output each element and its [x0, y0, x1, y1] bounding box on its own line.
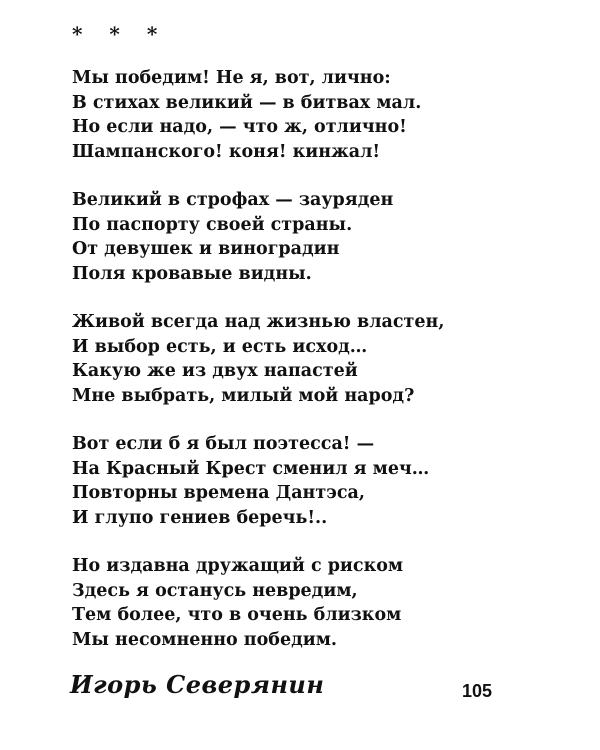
poem-line: Великий в строфах — зауряден	[72, 190, 394, 210]
poem-line: Но если надо, — что ж, отлично!	[72, 117, 407, 137]
author-signature: Игорь Северянин	[70, 670, 325, 699]
stanza-2	[72, 188, 542, 286]
stanza-4	[72, 432, 542, 530]
poem-line: Здесь я останусь невредим,	[72, 580, 358, 601]
poem-line: Какую же из двух напастей	[72, 361, 358, 381]
poem-line: В стихах великий — в битвах мал.	[72, 92, 422, 113]
poem-line: Вот если б я был поэтесса! —	[72, 434, 375, 454]
poem-line: Живой всегда над жизнью властен,	[72, 312, 445, 332]
poem-line: И выбор есть, и есть исход…	[72, 336, 368, 357]
poem	[72, 66, 542, 676]
poem-line: Поля кровавые видны.	[72, 263, 312, 284]
poem-line: Мне выбрать, милый мой народ?	[72, 385, 415, 406]
poem-line: Тем более, что в очень близком	[72, 605, 402, 625]
poem-line: И глупо гениев беречь!..	[72, 507, 328, 528]
poem-line: От девушек и виноградин	[72, 239, 340, 259]
section-ornament: * * *	[72, 22, 168, 46]
poem-line: На Красный Крест сменил я меч…	[72, 458, 430, 479]
poem-line: Мы победим! Не я, вот, лично:	[72, 68, 391, 88]
poem-line: Повторны времена Дантэса,	[72, 483, 365, 503]
stanza-3	[72, 310, 542, 408]
page-number: 105	[462, 681, 493, 701]
stanza-5	[72, 554, 542, 652]
poem-line: По паспорту своей страны.	[72, 214, 353, 235]
stanza-1	[72, 66, 542, 164]
poem-line: Шампанского! коня! кинжал!	[72, 141, 381, 162]
poem-line: Мы несомненно победим.	[72, 629, 338, 650]
poem-line: Но издавна дружащий с риском	[72, 556, 404, 576]
